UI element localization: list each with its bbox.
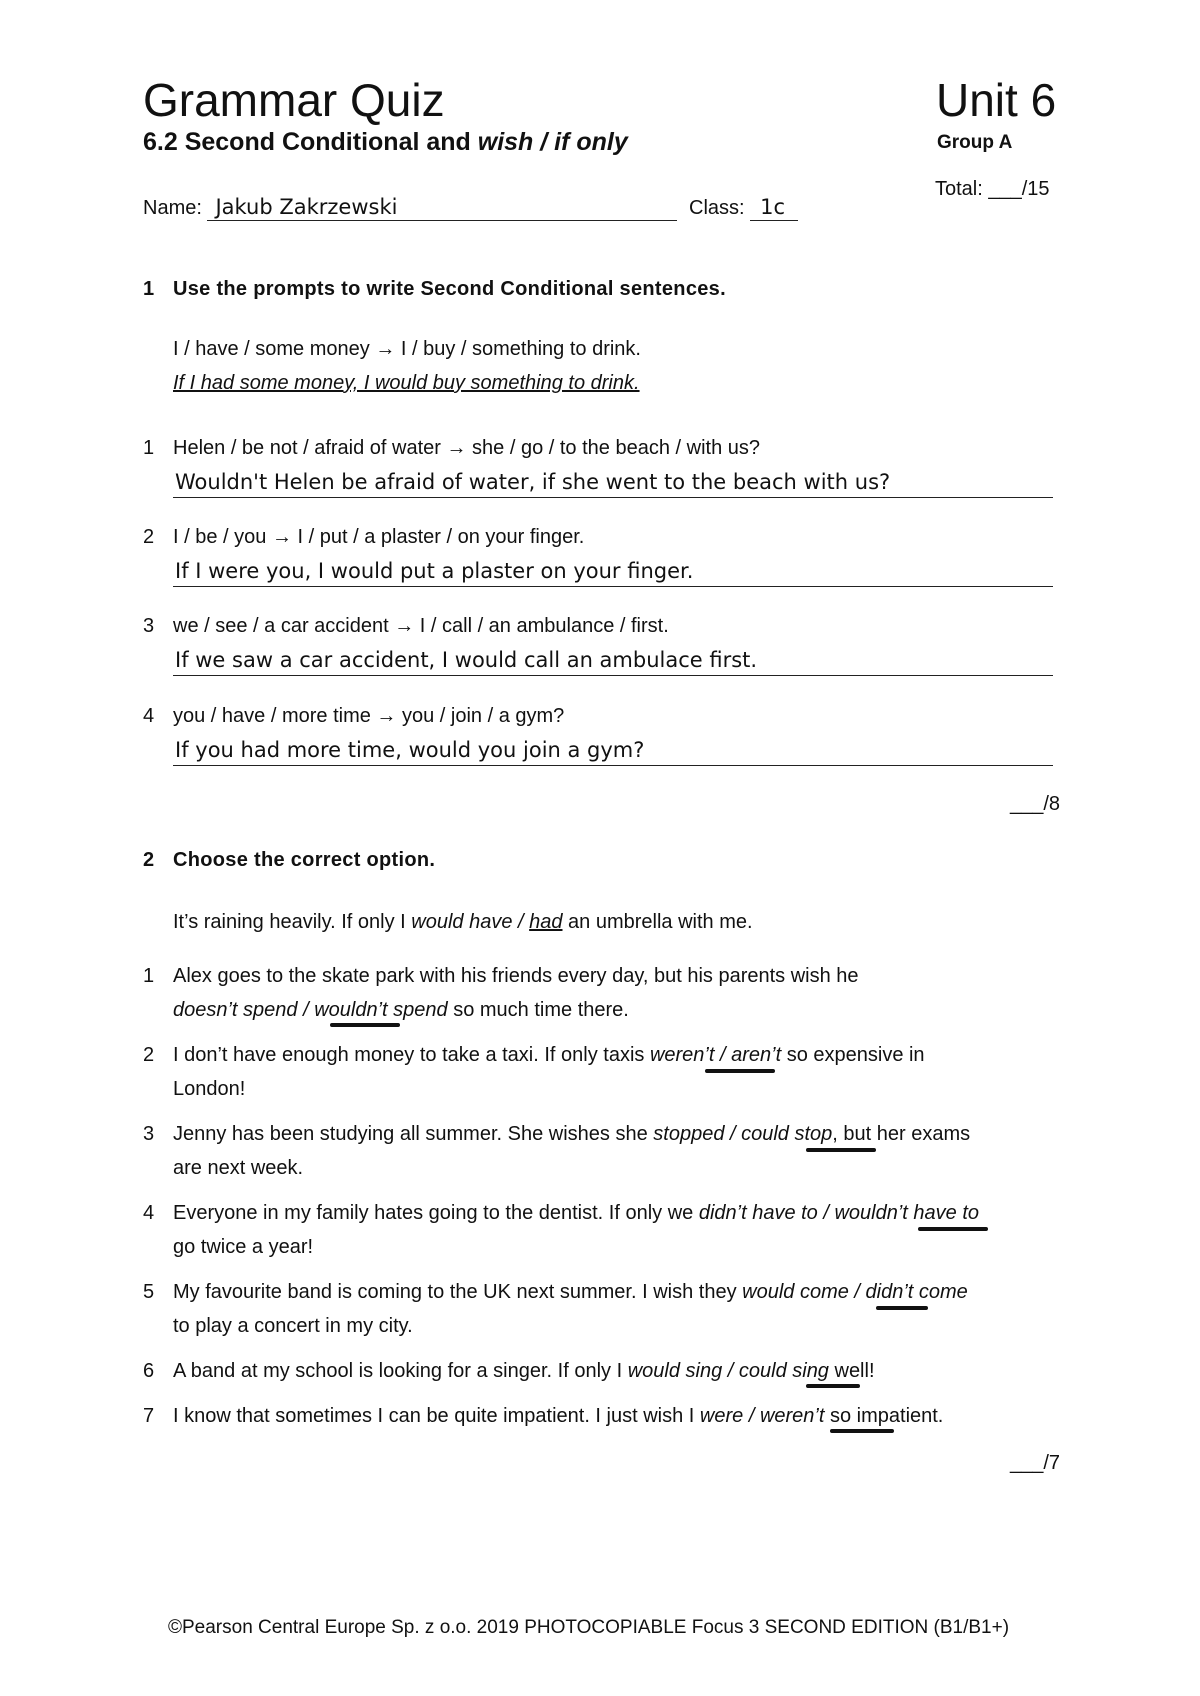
subtitle-italic: wish / if only	[477, 128, 628, 156]
name-label: Name:	[143, 197, 202, 219]
subtitle-plain: 6.2 Second Conditional and	[143, 128, 478, 156]
s2-item-5-answer-mark	[876, 1306, 928, 1310]
footer-copyright: ©Pearson Central Europe Sp. z o.o. 2019 PHOTOCOPIABLE Focus 3 SECOND EDITION (B1/B1+)	[168, 1617, 1010, 1638]
group-label: Group A	[937, 132, 1013, 153]
s1-item-4-answer-field[interactable]	[173, 734, 1053, 766]
s1-item-2-prompt	[143, 520, 1073, 554]
s2-item-2-option-1[interactable]: weren’t	[649, 1044, 715, 1066]
class-field[interactable]	[750, 195, 798, 221]
section2-instruction: Choose the correct option.	[173, 849, 436, 871]
s2-item-4-answer-mark	[918, 1227, 988, 1231]
s2-item-6-sep: /	[722, 1360, 739, 1382]
s2-item-1-sep: /	[297, 999, 315, 1021]
example-prompt: I / have / some money → I / buy / something to drink.	[173, 338, 641, 360]
unit-label: Unit 6	[936, 74, 1057, 126]
s2-item-4-number: 4	[143, 1202, 155, 1224]
page-subtitle	[143, 128, 628, 157]
s2-item-2-answer-mark	[705, 1069, 775, 1073]
s1-item-3-answer-field[interactable]	[173, 644, 1053, 676]
s2-item-4-pre: Everyone in my family hates going to the dentist. If only we	[173, 1202, 699, 1224]
s2-item-3-sep: /	[724, 1123, 742, 1145]
section1-instruction: Use the prompts to write Second Conditional sentences.	[173, 278, 726, 300]
s2-example-pre: It’s raining heavily. If only I	[173, 911, 412, 933]
s1-item-2-text: I / be / you → I / put / a plaster / on your finger.	[173, 526, 585, 548]
s2-example	[173, 905, 1103, 939]
s2-item-6-post: well!	[828, 1360, 875, 1382]
section2-score: ___/7	[1010, 1452, 1061, 1474]
s1-item-1-answer-field[interactable]	[173, 466, 1053, 498]
section2-heading	[143, 849, 435, 872]
name-value: Jakub Zakrzewski	[215, 195, 398, 219]
s2-item-6-answer-mark	[806, 1384, 860, 1388]
s2-item-7-number: 7	[143, 1405, 155, 1427]
s1-item-3-number: 3	[143, 615, 155, 637]
s2-item-7-option-1[interactable]: were	[699, 1405, 744, 1427]
s2-item-5-option-1[interactable]: would come	[742, 1281, 849, 1303]
s2-example-sep: /	[512, 911, 530, 933]
s2-item-1-line-1	[143, 959, 1073, 993]
s2-item-5-option-2[interactable]: didn’t come	[865, 1281, 968, 1303]
s2-item-5-line-1	[143, 1275, 1073, 1309]
s2-item-5-line-2: to play a concert in my city.	[173, 1315, 413, 1337]
s2-item-5-number: 5	[143, 1281, 155, 1303]
section1-number: 1	[143, 278, 155, 300]
s2-item-4-option-2[interactable]: wouldn’t have to	[834, 1202, 980, 1224]
s2-item-6-number: 6	[143, 1360, 155, 1382]
s2-item-5-sep: /	[848, 1281, 866, 1303]
s2-item-3-option-2[interactable]: could stop	[741, 1123, 833, 1145]
s1-item-3-text: we / see / a car accident → I / call / an ambulance / first.	[173, 615, 669, 637]
s2-item-4-sep: /	[817, 1202, 835, 1224]
page-title: Grammar Quiz	[143, 74, 445, 126]
s2-example-option-1[interactable]: would have	[411, 911, 513, 933]
s2-item-1-post: so much time there.	[447, 999, 629, 1021]
s2-item-1-line-2	[173, 993, 1103, 1027]
s1-item-1-number: 1	[143, 437, 155, 459]
section1-score: ___/8	[1010, 793, 1061, 815]
s2-item-6-line-1	[143, 1354, 1073, 1388]
s2-item-3-answer-mark	[806, 1148, 876, 1152]
s2-example-option-2[interactable]: had	[529, 911, 563, 933]
total-score: Total: ___/15	[935, 178, 1050, 200]
s2-item-1-answer-mark	[330, 1023, 400, 1027]
s2-item-2-option-2[interactable]: aren’t	[731, 1044, 782, 1066]
s2-item-2-sep: /	[714, 1044, 732, 1066]
s2-item-4-line-1	[143, 1196, 1073, 1230]
s2-item-7-pre: I know that sometimes I can be quite impatient. I just wish I	[173, 1405, 700, 1427]
s1-item-4-answer: If you had more time, would you join a gym?	[175, 738, 645, 762]
s2-item-3-number: 3	[143, 1123, 155, 1145]
s1-item-4-prompt	[143, 699, 1073, 733]
s2-item-3-line-2: are next week.	[173, 1157, 304, 1179]
section1-heading	[143, 278, 726, 301]
s2-item-7-sep: /	[743, 1405, 760, 1427]
s2-item-3-post: , but her exams	[832, 1123, 971, 1145]
s2-item-6-option-1[interactable]: would sing	[627, 1360, 723, 1382]
s2-item-7-answer-mark	[830, 1429, 894, 1433]
s2-item-4-line-2: go twice a year!	[173, 1236, 314, 1258]
s2-item-1-number: 1	[143, 965, 155, 987]
s2-item-4-option-1[interactable]: didn’t have to	[698, 1202, 818, 1224]
s2-item-7-line-1	[143, 1399, 1073, 1433]
s1-item-2-answer-field[interactable]	[173, 555, 1053, 587]
s2-item-7-option-2[interactable]: weren’t	[759, 1405, 825, 1427]
s2-item-6-pre: A band at my school is looking for a singer. If only I	[173, 1360, 628, 1382]
s2-item-2-number: 2	[143, 1044, 155, 1066]
s1-item-4-text: you / have / more time → you / join / a gym?	[173, 705, 565, 727]
s1-item-1-answer: Wouldn't Helen be afraid of water, if she went to the beach with us?	[175, 470, 891, 494]
s1-item-2-answer: If I were you, I would put a plaster on your finger.	[175, 559, 694, 583]
s1-item-3-prompt	[143, 609, 1073, 643]
s2-item-2-line-2: London!	[173, 1078, 246, 1100]
s1-item-1-text: Helen / be not / afraid of water → she / go / to the beach / with us?	[173, 437, 761, 459]
s2-item-1-option-2[interactable]: wouldn’t spend	[314, 999, 448, 1021]
s2-item-2-pre: I don’t have enough money to take a taxi. If only taxis	[173, 1044, 650, 1066]
s2-item-3-option-1[interactable]: stopped	[653, 1123, 725, 1145]
s2-item-7-post: so impatient.	[824, 1405, 944, 1427]
s1-item-4-number: 4	[143, 705, 155, 727]
s1-item-1-prompt	[143, 431, 1073, 465]
s2-item-2-post: so expensive in	[781, 1044, 925, 1066]
s2-item-3-line-1	[143, 1117, 1073, 1151]
s2-item-2-line-1	[143, 1038, 1073, 1072]
class-value: 1c	[760, 195, 786, 219]
name-class-row	[143, 195, 798, 221]
s2-item-5-pre: My favourite band is coming to the UK next summer. I wish they	[173, 1281, 743, 1303]
s2-item-6-option-2[interactable]: could sing	[738, 1360, 829, 1382]
s2-item-3-pre: Jenny has been studying all summer. She wishes she	[173, 1123, 654, 1145]
s2-item-1-option-1[interactable]: doesn’t spend	[173, 999, 298, 1021]
class-label: Class:	[689, 197, 745, 219]
s1-item-2-number: 2	[143, 526, 155, 548]
example-answer: If I had some money, I would buy something to drink.	[173, 372, 640, 394]
section2-number: 2	[143, 849, 155, 871]
s1-item-3-answer: If we saw a car accident, I would call an ambulace first.	[175, 648, 758, 672]
s2-example-post: an umbrella with me.	[562, 911, 753, 933]
s2-item-1-text: Alex goes to the skate park with his friends every day, but his parents wish he	[173, 965, 859, 987]
name-field[interactable]	[207, 195, 677, 221]
